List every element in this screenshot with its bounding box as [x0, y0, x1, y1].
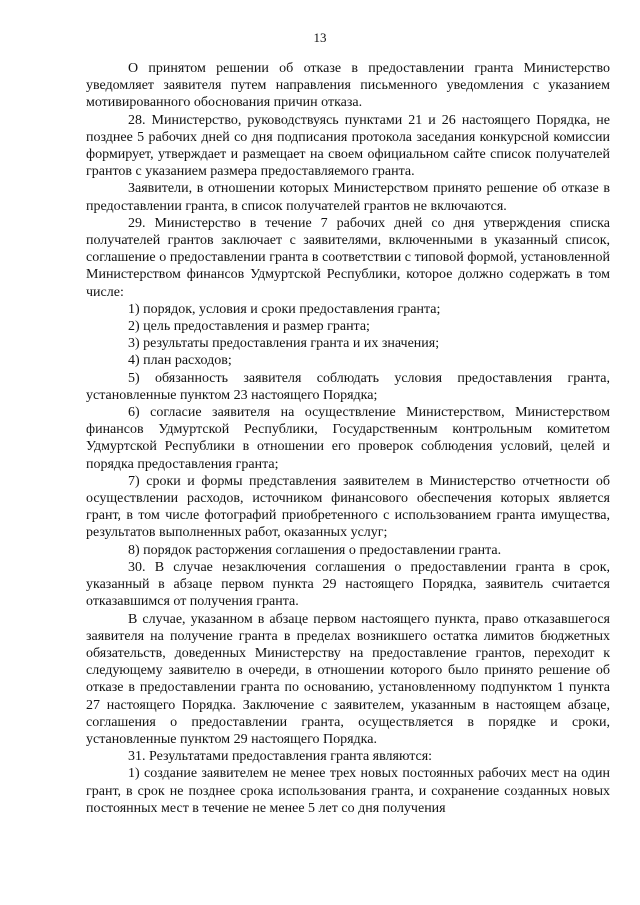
list-item: 5) обязанность заявителя соблюдать условия предоставления гранта, установленные пунктом 23 настоящего Порядка; [86, 370, 610, 403]
list-item: 1) создание заявителем не менее трех новых постоянных рабочих мест на один грант, в срок не позднее срока использования гранта, и сохранение созданных новых постоянных мест в течение не менее 5 лет со дня получения [86, 766, 610, 816]
paragraph: 28. Министерство, руководствуясь пунктами 21 и 26 настоящего Порядка, не позднее 5 рабочих дней со дня подписания протокола заседания конкурсной комиссии формирует, утверждает и размещает на своем официальном сайте список получателей грантов с указанием размера предоставляемого гранта. [86, 112, 610, 180]
paragraph: 31. Результатами предоставления гранта являются: [128, 749, 433, 765]
document-body [86, 60, 610, 817]
list-item: 2) цель предоставления и размер гранта; [128, 319, 370, 335]
list-item: 8) порядок расторжения соглашения о предоставлении гранта. [128, 542, 502, 558]
paragraph: В случае, указанном в абзаце первом настоящего пункта, право отказавшегося заявителя на получение гранта в пределах возникшего остатка лимитов бюджетных обязательств, доведенных Министерству на предоставление грантов, переходит к следующему заявителю в очереди, в отношении которого было принято решение об отказе в предоставлении гранта по основанию, установленному подпунктом 1 пункта 27 настоящего Порядка. Заключение с заявителем, указанным в настоящем абзаце, соглашения о предоставлении гранта, осуществляется в порядке и сроки, установленные пунктом 29 настоящего Порядка. [86, 611, 610, 747]
paragraph: О принятом решении об отказе в предоставлении гранта Министерство уведомляет заявителя путем направления письменного уведомления с указанием мотивированного обоснования причин отказа. [86, 61, 610, 111]
page-number: 13 [313, 30, 327, 45]
list-item: 1) порядок, условия и сроки предоставления гранта; [128, 301, 441, 317]
list-item: 6) согласие заявителя на осуществление Министерством, Министерством финансов Удмуртской Республики, Государственным контрольным комитетом Удмуртской Республики в отношении его проверок соблюдения условий, целей и порядка предоставления гранта; [86, 405, 610, 472]
paragraph: 29. Министерство в течение 7 рабочих дней со дня утверждения списка получателей грантов заключает с заявителями, включенными в указанный список, соглашение о предоставлении гранта в соответствии с типовой формой, установленной Министерством финансов Удмуртской Республики, которое должно содержать в том числе: [86, 215, 610, 300]
list-item: 3) результаты предоставления гранта и их значения; [128, 336, 440, 352]
paragraph: Заявители, в отношении которых Министерством принято решение об отказе в предоставлении гранта, в список получателей грантов не включаются. [86, 181, 610, 214]
list-item: 7) сроки и формы представления заявителем в Министерство отчетности об осуществлении расходов, источником финансового обеспечения которых является грант, в том числе фотографий приобретенного с использованием гранта имущества, результатов выполненных работ, оказанных услуг; [86, 473, 610, 541]
paragraph: 30. В случае незаключения соглашения о предоставлении гранта в срок, указанный в абзаце первом пункта 29 настоящего Порядка, заявитель считается отказавшимся от получения гранта. [86, 559, 610, 610]
list-item: 4) план расходов; [128, 353, 232, 369]
